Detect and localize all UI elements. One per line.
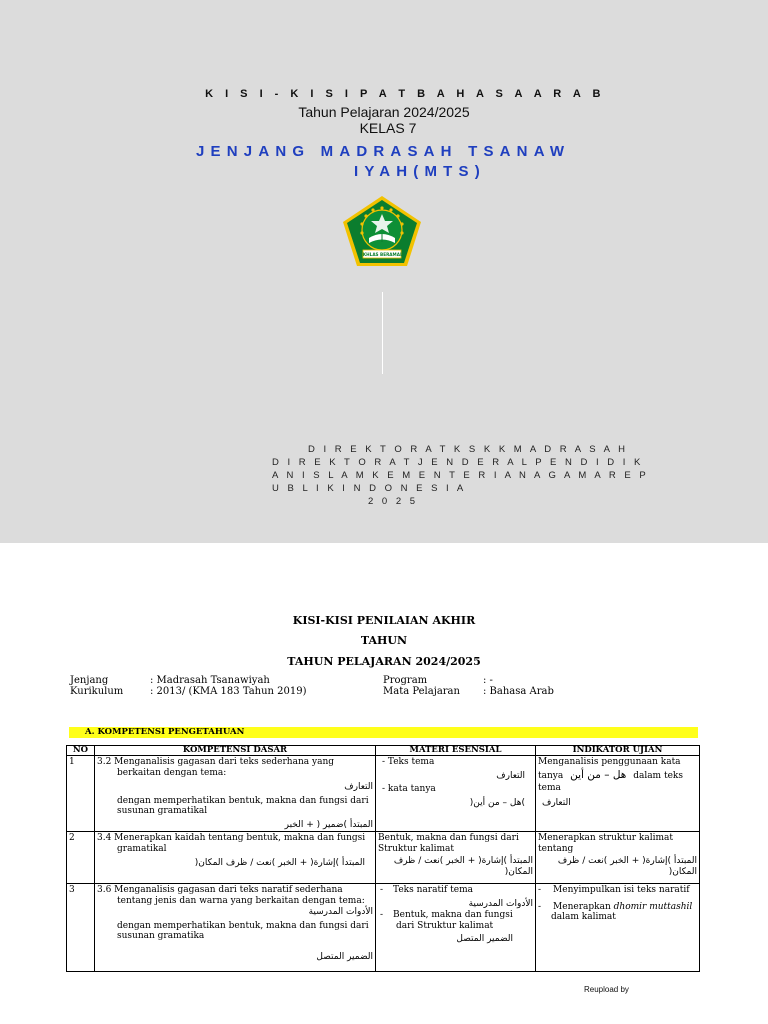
cell-no: 2 xyxy=(67,832,95,884)
kd-text: dengan memperhatikan bentuk, makna dan fungsi dari xyxy=(117,920,369,931)
materi-arabic: الضمير المتصل xyxy=(456,934,513,944)
meta-value: : Madrasah Tsanawiyah xyxy=(150,675,270,686)
indikator-text: Menyimpulkan isi teks naratif xyxy=(553,885,690,895)
kd-text: susunan gramatika xyxy=(117,931,205,941)
kd-text: 3.2 Menganalisis gagasan dari teks sederhana yang xyxy=(97,757,335,767)
indikator-text: tentang xyxy=(538,843,574,854)
cell-indikator xyxy=(536,756,700,832)
meta-label: Kurikulum xyxy=(70,686,124,697)
cover-class: KELAS 7 xyxy=(359,120,417,136)
indikator-arabic: المبتدأ )إشارة( + الخبر )نعت / ظرف المكان( xyxy=(557,856,697,877)
materi-item: - kata tanya xyxy=(382,784,436,794)
column-header: INDIKATOR UJIAN xyxy=(536,746,700,756)
indikator-arabic: هل – من أين xyxy=(570,768,627,781)
cell-indikator xyxy=(536,832,700,884)
column-header: KOMPETENSI DASAR xyxy=(95,746,376,756)
indikator-text xyxy=(538,768,697,784)
materi-item: - Teks tema xyxy=(382,757,435,767)
kd-arabic: المبتدأ )ضمير ( + الخبر xyxy=(284,819,373,830)
indikator-emphasis: dhomir muttashil xyxy=(613,901,693,912)
directorate-line: D I R E K T O R A T J E N D E R A L P E N D I D I K xyxy=(272,457,644,468)
meta-label: Jenjang xyxy=(70,675,109,686)
materi-item-text: Bentuk, makna dan fungsi xyxy=(393,910,513,920)
meta-value: : 2013/ (KMA 183 Tahun 2019) xyxy=(150,686,307,697)
directorate-line: A N I S L A M K E M E N T E R I A N A G A M A R E P xyxy=(272,470,649,481)
logo-caption: IKHLAS BERAMAL xyxy=(361,252,403,257)
kd-arabic: التعارف xyxy=(344,782,373,792)
cover-year: Tahun Pelajaran 2024/2025 xyxy=(298,104,470,120)
indikator-text: Menerapkan xyxy=(553,901,611,912)
indikator-item: - Menyimpulkan isi teks naratif xyxy=(538,885,690,895)
materi-text: Struktur kalimat xyxy=(378,843,455,854)
meta-value: : Bahasa Arab xyxy=(483,686,554,697)
meta-right xyxy=(383,675,554,697)
cell-indikator xyxy=(536,884,700,972)
cover-jenjang-line2: IYAH(MTS) xyxy=(354,163,486,180)
indikator-text: dalam teks xyxy=(633,770,683,781)
materi-item: - Bentuk, makna dan fungsi xyxy=(380,910,513,920)
section-heading xyxy=(69,727,698,738)
indikator-text: Menganalisis penggunaan kata xyxy=(538,757,681,767)
table-row xyxy=(67,832,700,884)
cover-directorate xyxy=(272,443,649,508)
directorate-line: U B L I K I N D O N E S I A xyxy=(272,483,467,494)
cell-materi xyxy=(376,832,536,884)
section-heading-text: A. KOMPETENSI PENGETAHUAN xyxy=(85,727,245,737)
cell-materi xyxy=(376,884,536,972)
kd-arabic: الأدوات المدرسية xyxy=(308,907,373,917)
kd-text: 3.6 Menganalisis gagasan dari teks naratif sederhana xyxy=(97,885,343,895)
kd-arabic: المبتدأ )إشارة( + الخبر )نعت / ظرف المكان( xyxy=(194,858,365,868)
materi-item-text: dari Struktur kalimat xyxy=(396,920,494,931)
kisi-table xyxy=(66,745,700,972)
cover-title: K I S I - K I S I P A T B A H A S A A R A B xyxy=(205,88,605,100)
indikator-text: tema xyxy=(538,783,561,793)
materi-arabic: الأدوات المدرسية xyxy=(468,898,533,909)
materi-arabic: المبتدأ )إشارة( + الخبر )نعت / ظرف المكان( xyxy=(393,856,533,877)
indikator-arabic: التعارف xyxy=(542,797,571,808)
table-header-row xyxy=(67,746,700,756)
meta-value: : - xyxy=(483,675,493,686)
indikator-item: - Menerapkan dhomir muttashil xyxy=(538,901,693,912)
doc-title-line1: KISI-KISI PENILAIAN AKHIR xyxy=(292,614,476,627)
materi-item: - Teks naratif tema xyxy=(380,885,473,895)
cover-jenjang-line1: JENJANG MADRASAH TSANAW xyxy=(196,143,571,160)
cell-kd xyxy=(95,756,376,832)
column-header: NO xyxy=(67,746,95,756)
cell-materi xyxy=(376,756,536,832)
column-header: MATERI ESENSIAL xyxy=(376,746,536,756)
kd-text: dengan memperhatikan bentuk, makna dan fungsi dari xyxy=(117,795,369,806)
kd-text: susunan gramatikal xyxy=(117,806,208,816)
kd-text: 3.4 Menerapkan kaidah tentang bentuk, makna dan fungsi xyxy=(97,833,366,843)
indikator-text: dalam kalimat xyxy=(551,912,616,922)
footer-note: Reupload by xyxy=(584,985,629,994)
table-row xyxy=(67,884,700,972)
meta-left xyxy=(70,675,307,697)
meta-label: Program xyxy=(383,675,428,686)
directorate-line: D I R E K T O R A T K S K K M A D R A S A H xyxy=(308,444,628,455)
materi-arabic: التعارف xyxy=(496,770,525,781)
cover-divider xyxy=(382,292,383,374)
kd-text: berkaitan dengan tema: xyxy=(117,767,227,778)
materi-arabic: )هل – من أين( xyxy=(469,797,525,808)
cover-jenjang xyxy=(196,142,596,182)
doc-title-line2: TAHUN xyxy=(360,634,408,647)
cell-kd xyxy=(95,832,376,884)
materi-text: Bentuk, makna dan fungsi dari xyxy=(378,833,519,843)
meta-label: Mata Pelajaran xyxy=(383,686,460,697)
cell-no: 3 xyxy=(67,884,95,972)
cell-kd xyxy=(95,884,376,972)
directorate-year: 2 0 2 5 xyxy=(368,496,419,507)
table-row xyxy=(67,756,700,832)
indikator-text: Menerapkan struktur kalimat xyxy=(538,833,674,843)
kd-arabic: الضمير المتصل xyxy=(316,951,373,962)
cell-no: 1 xyxy=(67,756,95,832)
indikator-text: tanya xyxy=(538,770,564,781)
kemenag-logo-icon xyxy=(341,194,423,268)
materi-item-text: Teks naratif tema xyxy=(393,885,473,895)
doc-title-line3: TAHUN PELAJARAN 2024/2025 xyxy=(287,655,481,668)
kd-text: gramatikal xyxy=(117,843,167,854)
kd-text: tentang jenis dan warna yang berkaitan dengan tema: xyxy=(117,895,365,906)
